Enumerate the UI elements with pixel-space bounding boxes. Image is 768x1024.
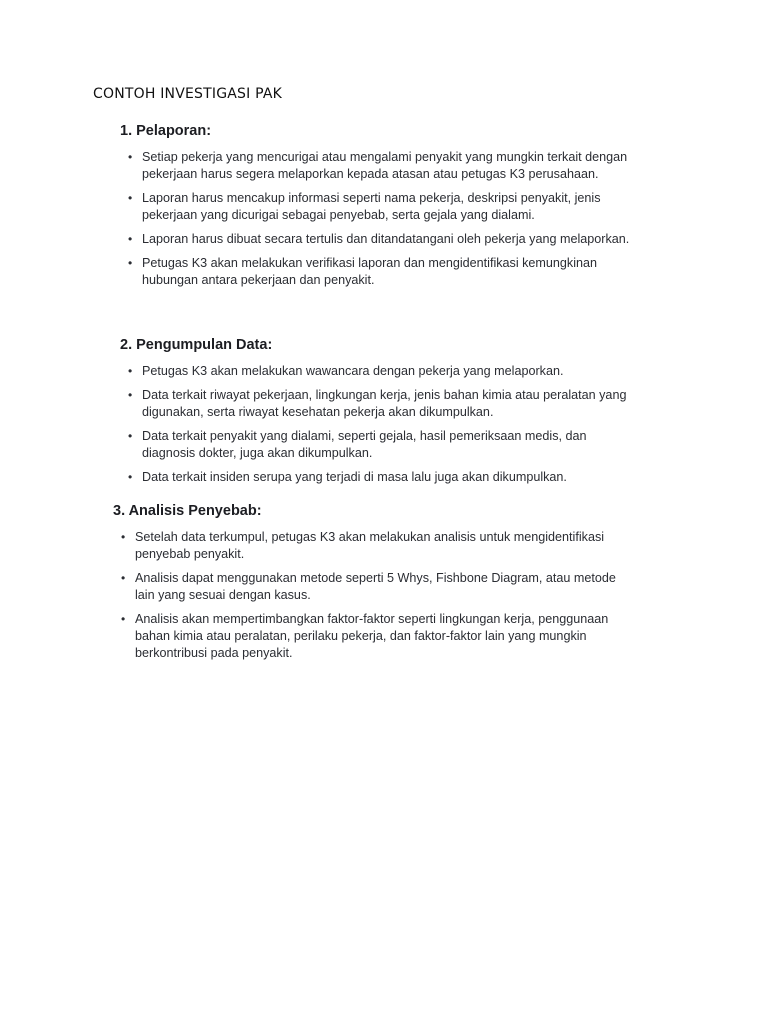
section-analisis-penyebab — [113, 503, 643, 669]
bullet-list — [128, 149, 638, 289]
list-item — [128, 255, 638, 289]
bullet-icon: • — [121, 530, 126, 544]
bullet-icon: • — [128, 429, 133, 443]
list-item-text: Laporan harus mencakup informasi seperti nama pekerja, deskripsi penyakit, jenis pekerjaan yang dicurigai sebagai penyebab, serta gejala yang dialami. — [142, 191, 601, 222]
bullet-icon: • — [128, 388, 133, 402]
section-heading: 1. Pelaporan: — [120, 123, 212, 139]
bullet-icon: • — [128, 232, 133, 246]
bullet-icon: • — [128, 191, 133, 205]
list-item — [128, 387, 638, 421]
list-item-text: Laporan harus dibuat secara tertulis dan ditandatangani oleh pekerja yang melaporkan. — [142, 232, 630, 246]
bullet-list — [121, 529, 633, 662]
bullet-icon: • — [121, 612, 126, 626]
list-item-text: Setelah data terkumpul, petugas K3 akan melakukan analisis untuk mengidentifikasi penyebab penyakit. — [135, 530, 605, 561]
bullet-icon: • — [128, 256, 133, 270]
section-pelaporan — [120, 123, 640, 296]
list-item-text: Setiap pekerja yang mencurigai atau mengalami penyakit yang mungkin terkait dengan pekerjaan harus segera melaporkan kepada atasan atau petugas K3 perusahaan. — [142, 150, 628, 181]
list-item — [128, 428, 638, 462]
section-pengumpulan-data — [120, 337, 640, 493]
list-item — [128, 469, 638, 486]
list-item — [128, 190, 638, 224]
list-item-text: Data terkait riwayat pekerjaan, lingkungan kerja, jenis bahan kimia atau peralatan yang digunakan, serta riwayat kesehatan pekerja akan dikumpulkan. — [142, 388, 627, 419]
document-title: CONTOH INVESTIGASI PAK — [93, 86, 283, 102]
list-item-text: Petugas K3 akan melakukan verifikasi laporan dan mengidentifikasi kemungkinan hubungan antara pekerjaan dan penyakit. — [142, 256, 598, 287]
list-item-text: Data terkait insiden serupa yang terjadi di masa lalu juga akan dikumpulkan. — [142, 470, 567, 484]
list-item-text: Data terkait penyakit yang dialami, seperti gejala, hasil pemeriksaan medis, dan diagnosis dokter, juga akan dikumpulkan. — [142, 429, 587, 460]
list-item — [121, 611, 633, 662]
section-heading: 3. Analisis Penyebab: — [113, 503, 262, 519]
list-item-text: Petugas K3 akan melakukan wawancara dengan pekerja yang melaporkan. — [142, 364, 564, 378]
list-item-text: Analisis dapat menggunakan metode seperti 5 Whys, Fishbone Diagram, atau metode lain yang sesuai dengan kasus. — [135, 571, 616, 602]
list-item — [128, 363, 638, 380]
list-item — [121, 570, 633, 604]
bullet-icon: • — [128, 150, 133, 164]
list-item-text: Analisis akan mempertimbangkan faktor-faktor seperti lingkungan kerja, penggunaan bahan kimia atau peralatan, perilaku pekerja, dan faktor-faktor lain yang mungkin berkontribusi pada penyakit. — [135, 612, 609, 660]
bullet-icon: • — [121, 571, 126, 585]
bullet-icon: • — [128, 470, 133, 484]
list-item — [121, 529, 633, 563]
section-heading: 2. Pengumpulan Data: — [120, 337, 273, 353]
list-item — [128, 149, 638, 183]
bullet-list — [128, 363, 638, 486]
bullet-icon: • — [128, 364, 133, 378]
list-item — [128, 231, 638, 248]
